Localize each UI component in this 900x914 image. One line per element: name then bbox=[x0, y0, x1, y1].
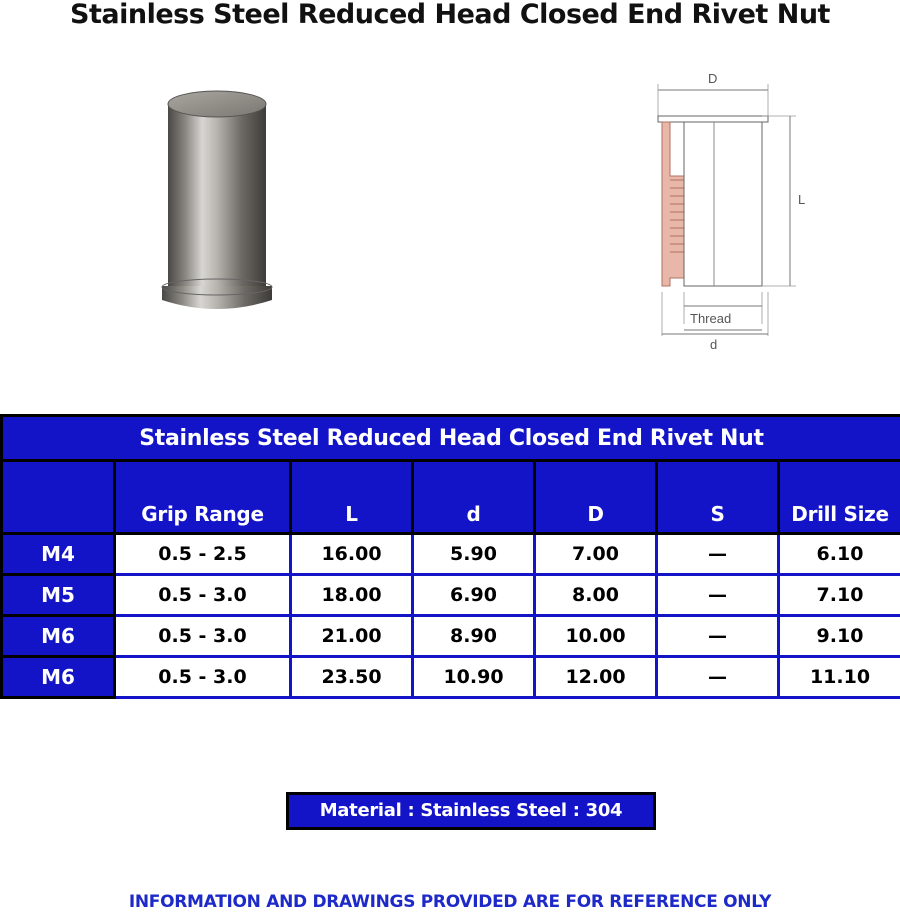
dim-L-label: L bbox=[798, 192, 806, 207]
dim-thread-label: Thread bbox=[690, 311, 732, 326]
column-header-drill-size: Drill Size bbox=[779, 461, 900, 534]
dim-d-label: d bbox=[710, 337, 718, 352]
spec-table bbox=[0, 414, 900, 699]
cell-D: 7.00 bbox=[535, 534, 657, 575]
cell-d: 5.90 bbox=[413, 534, 535, 575]
column-header-grip-range: Grip Range bbox=[115, 461, 291, 534]
rivet-nut-photo bbox=[150, 86, 280, 326]
cell-d: 6.90 bbox=[413, 575, 535, 616]
cell-d: 8.90 bbox=[413, 616, 535, 657]
disclaimer-text: INFORMATION AND DRAWINGS PROVIDED ARE FOR REFERENCE ONLY bbox=[128, 892, 772, 912]
material-badge: Material : Stainless Steel : 304 bbox=[286, 792, 656, 830]
dim-D-label: D bbox=[708, 71, 718, 86]
cell-L: 16.00 bbox=[291, 534, 413, 575]
column-header-L: L bbox=[291, 461, 413, 534]
table-row bbox=[2, 575, 900, 616]
cell-D: 12.00 bbox=[535, 657, 657, 698]
cell-D: 10.00 bbox=[535, 616, 657, 657]
cell-D: 8.00 bbox=[535, 575, 657, 616]
cell-grip-range: 0.5 - 3.0 bbox=[115, 616, 291, 657]
column-header-row bbox=[2, 461, 900, 534]
cell-L: 21.00 bbox=[291, 616, 413, 657]
table-row bbox=[2, 616, 900, 657]
cell-S: — bbox=[657, 657, 779, 698]
cell-L: 18.00 bbox=[291, 575, 413, 616]
row-size: M5 bbox=[2, 575, 115, 616]
cell-grip-range: 0.5 - 3.0 bbox=[115, 657, 291, 698]
column-header-D: D bbox=[535, 461, 657, 534]
cell-S: — bbox=[657, 575, 779, 616]
column-header-size bbox=[2, 461, 115, 534]
cell-drill-size: 9.10 bbox=[779, 616, 900, 657]
cell-L: 23.50 bbox=[291, 657, 413, 698]
page-title: Stainless Steel Reduced Head Closed End Rivet Nut bbox=[70, 0, 830, 30]
row-size: M4 bbox=[2, 534, 115, 575]
table-row bbox=[2, 657, 900, 698]
cell-grip-range: 0.5 - 3.0 bbox=[115, 575, 291, 616]
rivet-nut-drawing bbox=[648, 66, 818, 356]
row-size: M6 bbox=[2, 616, 115, 657]
cell-S: — bbox=[657, 534, 779, 575]
table-row bbox=[2, 534, 900, 575]
column-header-d: d bbox=[413, 461, 535, 534]
cell-drill-size: 11.10 bbox=[779, 657, 900, 698]
column-header-S: S bbox=[657, 461, 779, 534]
cell-drill-size: 6.10 bbox=[779, 534, 900, 575]
cell-grip-range: 0.5 - 2.5 bbox=[115, 534, 291, 575]
cell-S: — bbox=[657, 616, 779, 657]
cell-d: 10.90 bbox=[413, 657, 535, 698]
row-size: M6 bbox=[2, 657, 115, 698]
cell-drill-size: 7.10 bbox=[779, 575, 900, 616]
table-title: Stainless Steel Reduced Head Closed End Rivet Nut bbox=[2, 416, 900, 461]
